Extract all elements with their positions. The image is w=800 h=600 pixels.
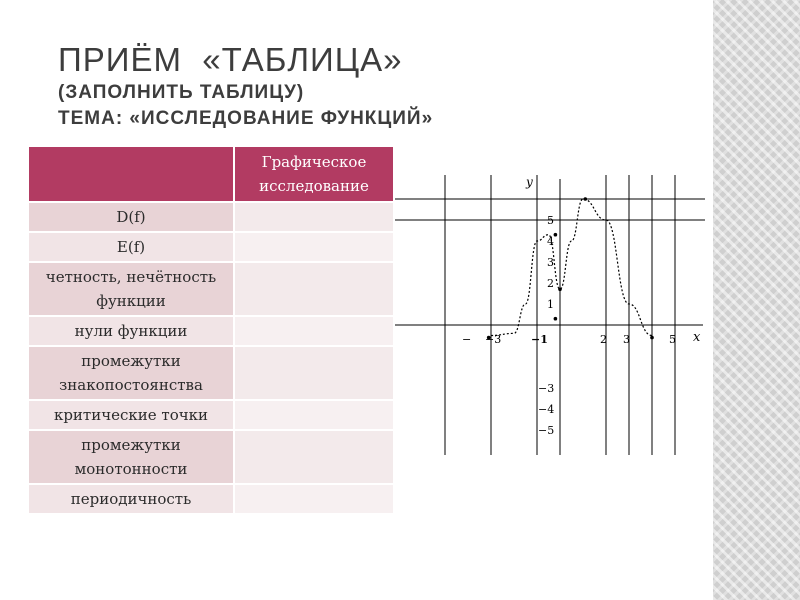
graph-point [554,317,558,321]
table-row [28,316,394,346]
table-row [28,202,394,232]
graph-point [650,336,654,340]
table-row [28,232,394,262]
header-cell-graphic-study: Графическое исследование [234,146,394,202]
function-curve [491,199,652,336]
title-line-3: ТЕМА: «ИССЛЕДОВАНИЕ ФУНКЦИЙ» [58,108,434,129]
title-line-2: (ЗАПОЛНИТЬ ТАБЛИЦУ) [58,82,305,103]
y-tick-label: −5 [538,424,555,437]
row-value[interactable] [234,484,394,514]
study-table [27,145,395,515]
table-row [28,262,394,316]
header-cell-blank [28,146,234,202]
row-value[interactable] [234,202,394,232]
table-row [28,484,394,514]
y-tick-label: −3 [538,382,555,395]
table-row [28,400,394,430]
x-tick-label: −1 [531,333,548,346]
table-row [28,430,394,484]
function-graph [395,175,710,460]
x-axis-label: x [693,330,701,345]
table-header-row [28,146,394,202]
row-label: периодичность [28,484,234,514]
row-value[interactable] [234,232,394,262]
y-tick-label: 5 [547,214,554,227]
graph-labels [462,175,701,437]
x-tick-label: 5 [669,333,676,346]
x-tick-label: 3 [623,333,630,346]
y-axis-label: y [526,175,533,189]
row-label: промежутки монотонности [28,430,234,484]
table-row [28,346,394,400]
y-tick-label: 4 [547,235,554,248]
row-value[interactable] [234,400,394,430]
graph-point [558,288,562,292]
row-label: E(f) [28,232,234,262]
row-label: нули функции [28,316,234,346]
row-label: D(f) [28,202,234,232]
decorative-stripe [713,0,800,600]
title-line-1: ПРИЁМ «ТАБЛИЦА» [58,41,403,78]
x-tick-label: − [462,333,472,346]
row-value[interactable] [234,346,394,400]
row-label: промежутки знакопостоянства [28,346,234,400]
row-value[interactable] [234,430,394,484]
y-tick-label: −4 [538,403,555,416]
x-tick-label: 2 [600,333,607,346]
row-label: четность, нечётность функции [28,262,234,316]
row-label: критические точки [28,400,234,430]
y-tick-label: 2 [547,277,554,290]
x-tick-label: −3 [485,333,502,346]
row-value[interactable] [234,316,394,346]
y-tick-label: 1 [547,298,554,311]
graph-point [584,197,588,201]
row-value[interactable] [234,262,394,316]
y-tick-label: 3 [547,256,554,269]
graph-point [554,233,558,237]
slide-title [58,40,698,132]
